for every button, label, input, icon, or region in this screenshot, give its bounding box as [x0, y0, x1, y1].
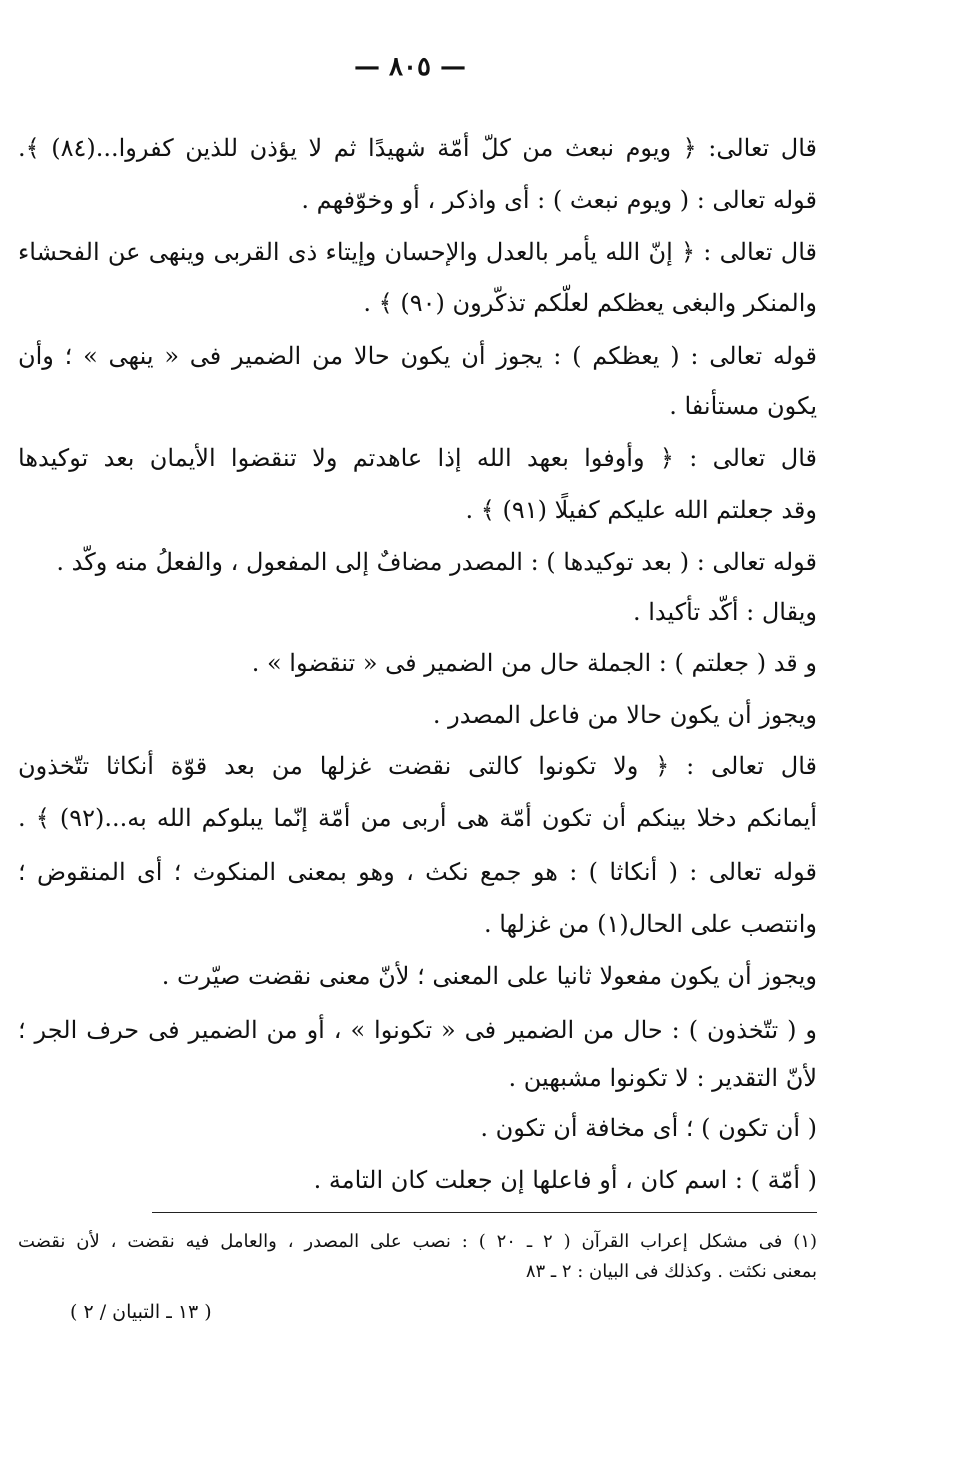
footnote-line-2: بمعنى نكثت . وكذلك فى البيان : ٢ ـ ٨٣ — [525, 1261, 817, 1282]
signature-mark: ( ١٣ ـ التبيان / ٢ ) — [70, 1301, 212, 1323]
text-line-9: قوله تعالى : ( بعد توكيدها ) : المصدر مضافٌ إلى المفعول ، والفعلُ منه وكّد . — [56, 548, 817, 576]
footnote-divider — [152, 1212, 817, 1213]
page-number: — ٨٠٥ — — [353, 52, 467, 82]
text-line-2: قوله تعالى : ( ويوم نبعث ) : أى واذكر ، أو وخوّفهم . — [301, 186, 817, 214]
text-line-6: يكون مستأنفا . — [669, 392, 817, 420]
text-line-19: لأنّ التقدير : لا تكونوا مشبهين . — [508, 1064, 817, 1092]
text-line-5: قوله تعالى : ( يعظكم ) : يجوز أن يكون حالا من الضمير فى « ينهى » ؛ وأن — [18, 342, 817, 370]
text-line-8: وقد جعلتم الله عليكم كفيلًا (٩١) ﴾ . — [465, 496, 817, 524]
footnote-line-1: (١) فى مشكل إعراب القرآن ( ٢ ـ ٢٠ ) : نصب على المصدر ، والعامل فيه نقضت ، لأن نقضت — [18, 1231, 818, 1252]
text-line-3: قال تعالى : ﴿ إنّ الله يأمر بالعدل والإحسان وإيتاء ذى القربى وينهى عن الفحشاء — [18, 238, 817, 266]
text-line-21: ( أمّة ) : اسم كان ، أو فاعلها إن جعلت كان التامة . — [313, 1166, 817, 1194]
text-line-14: أيمانكم دخلا بينكم أن تكون أمّة هى أربى من أمّة إنّما يبلوكم الله به...(٩٢) ﴾ . — [18, 804, 818, 832]
text-line-1: قال تعالى: ﴿ ويوم نبعث من كلّ أمّة شهيدًا ثم لا يؤذن للذين كفروا...(٨٤) ﴾. — [18, 134, 817, 162]
text-line-15: قوله تعالى : ( أنكاثا ) : هو جمع نكث ، وهو بمعنى المنكوث ؛ أى المنقوض ؛ — [18, 858, 817, 886]
text-line-16: وانتصب على الحال(١) من غزلها . — [483, 910, 817, 938]
text-line-10: ويقال : أكّد تأكيدا . — [632, 598, 817, 626]
text-line-11: و قد ( جعلتم ) : الجملة حال من الضمير فى « تنقضوا » . — [251, 649, 817, 677]
text-line-12: ويجوز أن يكون حالا من فاعل المصدر . — [432, 701, 817, 729]
text-line-13: قال تعالى : ﴿ ولا تكونوا كالتى نقضت غزلها من بعد قوّة أنكاثا تتّخذون — [18, 752, 817, 780]
text-line-17: ويجوز أن يكون مفعولا ثانيا على المعنى ؛ لأنّ معنى نقضت صيّرت . — [161, 962, 817, 990]
text-line-7: قال تعالى : ﴿ وأوفوا بعهد الله إذا عاهدتم ولا تنقضوا الأيمان بعد توكيدها — [18, 444, 817, 472]
text-line-18: و ( تتّخذون ) : حال من الضمير فى « تكونوا » ، أو من الضمير فى حرف الجر ؛ — [18, 1016, 817, 1044]
text-line-20: ( أن تكون ) ؛ أى مخافة أن تكون . — [480, 1114, 817, 1142]
text-line-4: والمنكر والبغى يعظكم لعلّكم تذكّرون (٩٠) ﴾ . — [363, 289, 817, 317]
